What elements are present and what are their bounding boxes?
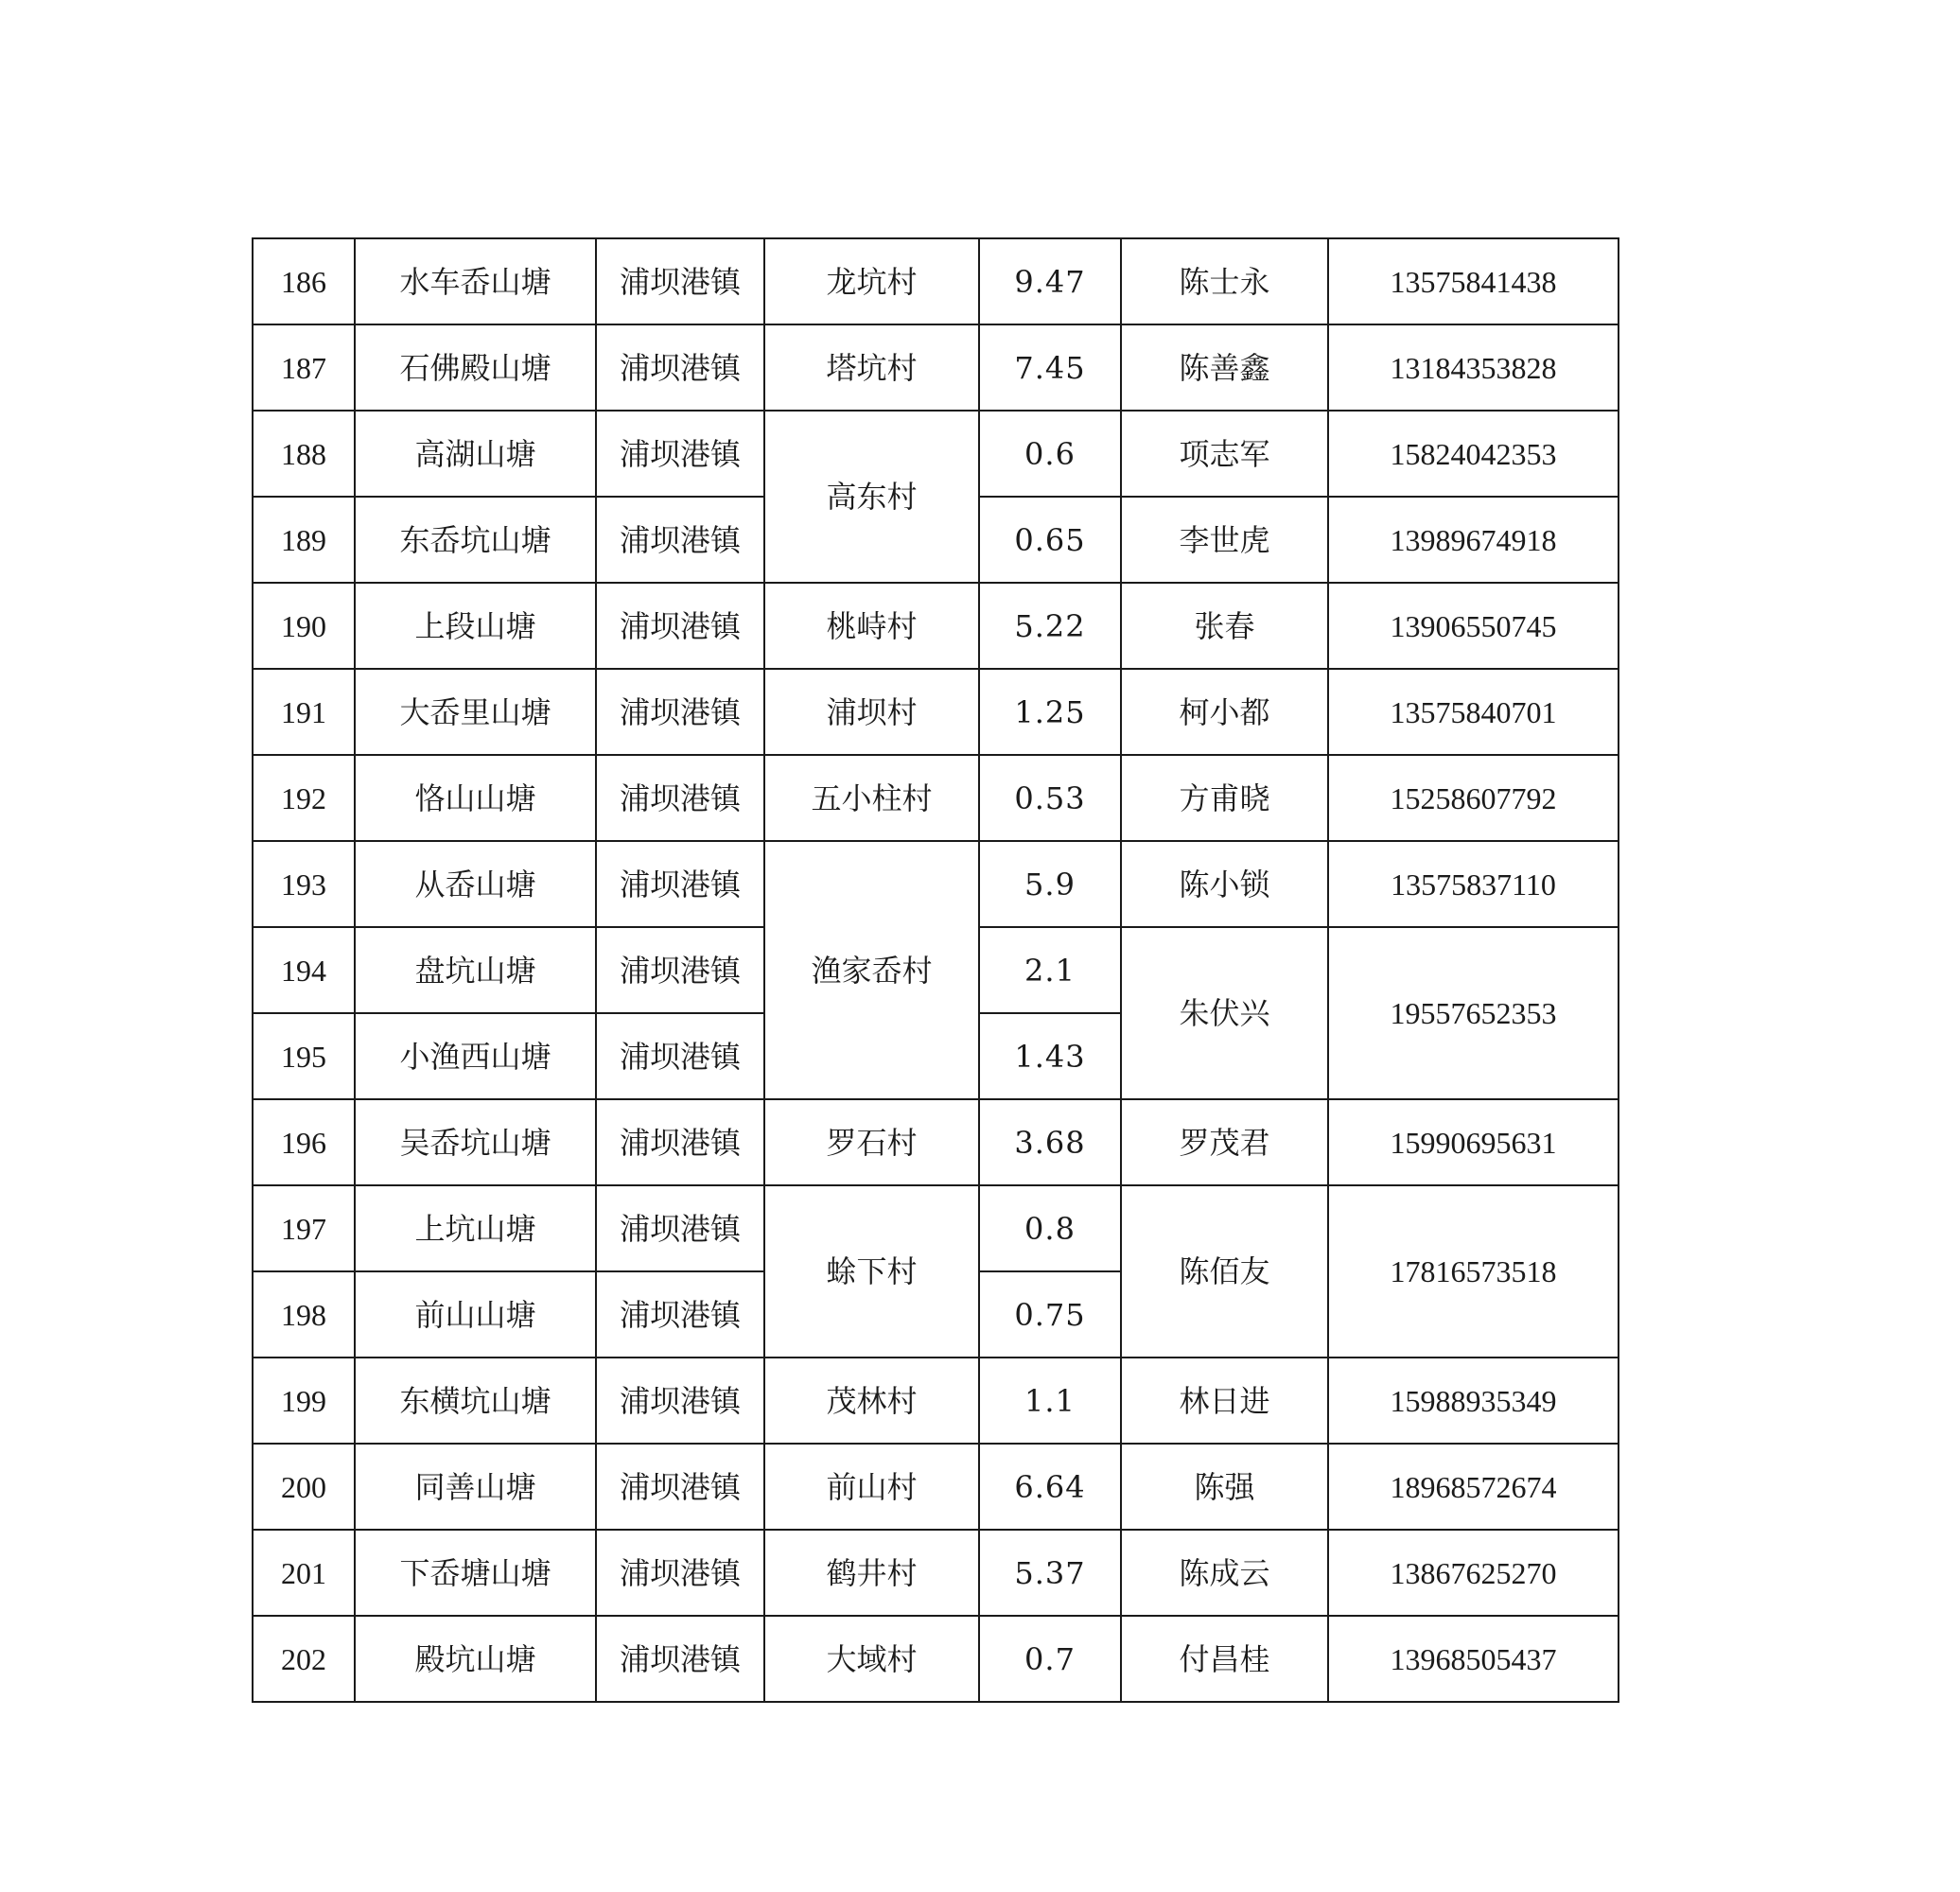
area-value: 7.45	[979, 324, 1121, 411]
table-row	[253, 1530, 1619, 1616]
village-name: 渔家岙村	[764, 841, 979, 1099]
village-name: 蜍下村	[764, 1185, 979, 1358]
responsible-person: 张春	[1121, 583, 1328, 669]
pond-name: 前山山塘	[355, 1271, 596, 1358]
village-name: 茂林村	[764, 1358, 979, 1444]
table-row	[253, 324, 1619, 411]
village-name: 前山村	[764, 1444, 979, 1530]
phone-number: 15988935349	[1328, 1358, 1619, 1444]
village-name: 大域村	[764, 1616, 979, 1702]
area-value: 2.1	[979, 927, 1121, 1013]
pond-name: 水车岙山塘	[355, 238, 596, 324]
town-name: 浦坝港镇	[596, 411, 764, 497]
responsible-person: 陈小锁	[1121, 841, 1328, 927]
area-value: 9.47	[979, 238, 1121, 324]
phone-number: 13989674918	[1328, 497, 1619, 583]
phone-number: 13575841438	[1328, 238, 1619, 324]
village-name: 高东村	[764, 411, 979, 583]
table-row	[253, 238, 1619, 324]
table-row	[253, 669, 1619, 755]
pond-name: 石佛殿山塘	[355, 324, 596, 411]
area-value: 5.22	[979, 583, 1121, 669]
phone-number: 13184353828	[1328, 324, 1619, 411]
responsible-person: 陈强	[1121, 1444, 1328, 1530]
area-value: 1.43	[979, 1013, 1121, 1099]
village-name: 五小柱村	[764, 755, 979, 841]
pond-name: 上段山塘	[355, 583, 596, 669]
responsible-person: 陈成云	[1121, 1530, 1328, 1616]
phone-number: 13867625270	[1328, 1530, 1619, 1616]
village-name: 龙坑村	[764, 238, 979, 324]
area-value: 1.25	[979, 669, 1121, 755]
row-number: 187	[253, 324, 355, 411]
village-name: 塔坑村	[764, 324, 979, 411]
town-name: 浦坝港镇	[596, 841, 764, 927]
pond-name: 东横坑山塘	[355, 1358, 596, 1444]
row-number: 189	[253, 497, 355, 583]
phone-number: 15990695631	[1328, 1099, 1619, 1185]
phone-number: 17816573518	[1328, 1185, 1619, 1358]
town-name: 浦坝港镇	[596, 1013, 764, 1099]
town-name: 浦坝港镇	[596, 1530, 764, 1616]
town-name: 浦坝港镇	[596, 1099, 764, 1185]
pond-name: 同善山塘	[355, 1444, 596, 1530]
pond-name: 殿坑山塘	[355, 1616, 596, 1702]
phone-number: 19557652353	[1328, 927, 1619, 1099]
row-number: 190	[253, 583, 355, 669]
responsible-person: 朱伏兴	[1121, 927, 1328, 1099]
area-value: 5.37	[979, 1530, 1121, 1616]
row-number: 202	[253, 1616, 355, 1702]
pond-name: 吴岙坑山塘	[355, 1099, 596, 1185]
town-name: 浦坝港镇	[596, 1271, 764, 1358]
responsible-person: 柯小都	[1121, 669, 1328, 755]
town-name: 浦坝港镇	[596, 497, 764, 583]
phone-number: 13968505437	[1328, 1616, 1619, 1702]
row-number: 201	[253, 1530, 355, 1616]
village-name: 鹤井村	[764, 1530, 979, 1616]
responsible-person: 陈士永	[1121, 238, 1328, 324]
pond-name: 下岙塘山塘	[355, 1530, 596, 1616]
town-name: 浦坝港镇	[596, 1358, 764, 1444]
phone-number: 18968572674	[1328, 1444, 1619, 1530]
town-name: 浦坝港镇	[596, 669, 764, 755]
row-number: 200	[253, 1444, 355, 1530]
area-value: 5.9	[979, 841, 1121, 927]
table-row	[253, 1185, 1619, 1271]
reservoir-table	[252, 237, 1619, 1703]
row-number: 193	[253, 841, 355, 927]
table-row	[253, 1616, 1619, 1702]
row-number: 194	[253, 927, 355, 1013]
pond-name: 上坑山塘	[355, 1185, 596, 1271]
town-name: 浦坝港镇	[596, 1185, 764, 1271]
pond-name: 小渔西山塘	[355, 1013, 596, 1099]
responsible-person: 林日进	[1121, 1358, 1328, 1444]
phone-number: 13906550745	[1328, 583, 1619, 669]
row-number: 196	[253, 1099, 355, 1185]
table-row	[253, 755, 1619, 841]
table-row	[253, 1358, 1619, 1444]
table-row	[253, 583, 1619, 669]
row-number: 191	[253, 669, 355, 755]
responsible-person: 李世虎	[1121, 497, 1328, 583]
table-row	[253, 411, 1619, 497]
pond-name: 高湖山塘	[355, 411, 596, 497]
town-name: 浦坝港镇	[596, 1444, 764, 1530]
area-value: 0.8	[979, 1185, 1121, 1271]
row-number: 186	[253, 238, 355, 324]
town-name: 浦坝港镇	[596, 238, 764, 324]
area-value: 0.7	[979, 1616, 1121, 1702]
table-row	[253, 1444, 1619, 1530]
row-number: 198	[253, 1271, 355, 1358]
town-name: 浦坝港镇	[596, 755, 764, 841]
pond-name: 盘坑山塘	[355, 927, 596, 1013]
row-number: 199	[253, 1358, 355, 1444]
town-name: 浦坝港镇	[596, 583, 764, 669]
row-number: 197	[253, 1185, 355, 1271]
area-value: 6.64	[979, 1444, 1121, 1530]
village-name: 桃峙村	[764, 583, 979, 669]
town-name: 浦坝港镇	[596, 1616, 764, 1702]
area-value: 0.53	[979, 755, 1121, 841]
pond-name: 大岙里山塘	[355, 669, 596, 755]
area-value: 0.75	[979, 1271, 1121, 1358]
village-name: 罗石村	[764, 1099, 979, 1185]
area-value: 0.6	[979, 411, 1121, 497]
pond-name: 东岙坑山塘	[355, 497, 596, 583]
responsible-person: 方甫晓	[1121, 755, 1328, 841]
area-value: 1.1	[979, 1358, 1121, 1444]
village-name: 浦坝村	[764, 669, 979, 755]
row-number: 192	[253, 755, 355, 841]
responsible-person: 陈善鑫	[1121, 324, 1328, 411]
responsible-person: 项志军	[1121, 411, 1328, 497]
row-number: 195	[253, 1013, 355, 1099]
town-name: 浦坝港镇	[596, 324, 764, 411]
table-row	[253, 841, 1619, 927]
table-row	[253, 1099, 1619, 1185]
row-number: 188	[253, 411, 355, 497]
area-value: 3.68	[979, 1099, 1121, 1185]
pond-name: 恪山山塘	[355, 755, 596, 841]
responsible-person: 罗茂君	[1121, 1099, 1328, 1185]
phone-number: 13575837110	[1328, 841, 1619, 927]
town-name: 浦坝港镇	[596, 927, 764, 1013]
phone-number: 15258607792	[1328, 755, 1619, 841]
phone-number: 15824042353	[1328, 411, 1619, 497]
area-value: 0.65	[979, 497, 1121, 583]
responsible-person: 陈佰友	[1121, 1185, 1328, 1358]
phone-number: 13575840701	[1328, 669, 1619, 755]
responsible-person: 付昌桂	[1121, 1616, 1328, 1702]
pond-name: 从岙山塘	[355, 841, 596, 927]
